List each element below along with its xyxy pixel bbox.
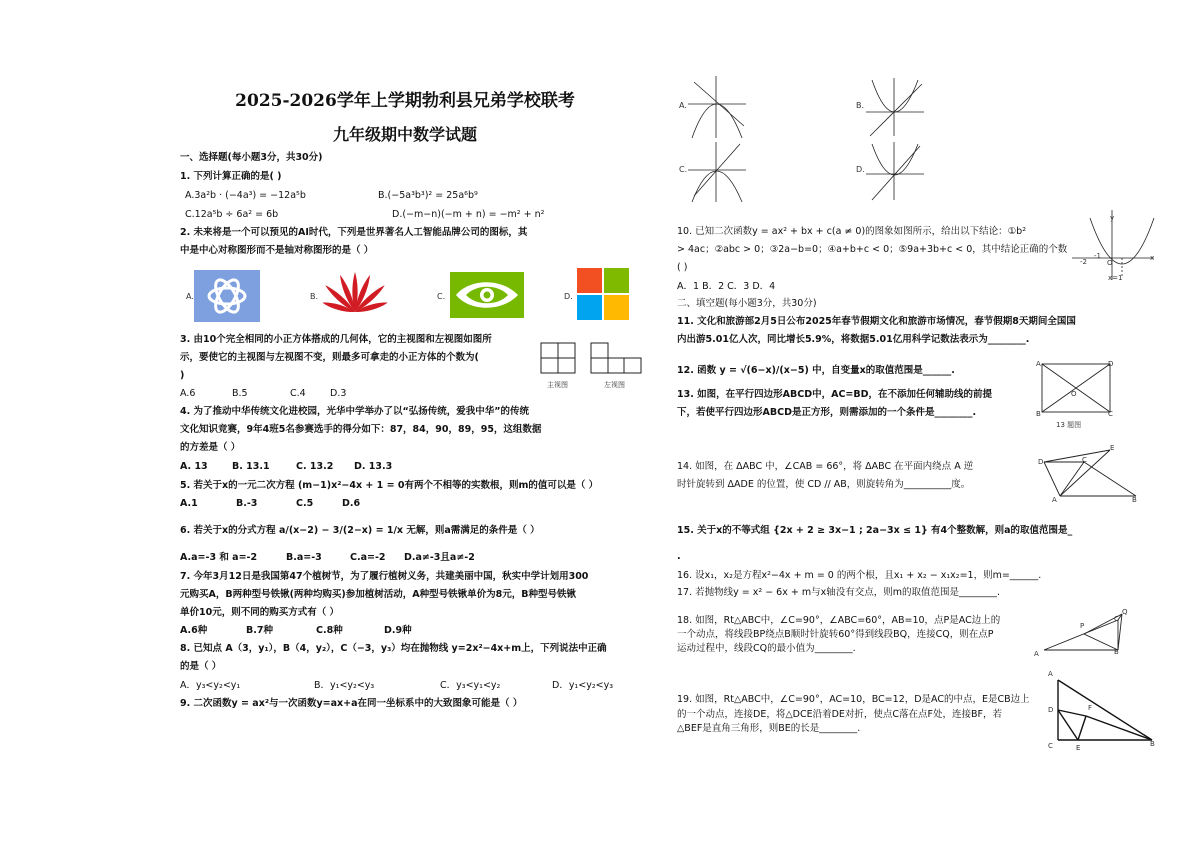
q4-line1: 4. 为了推动中华传统文化进校园，光华中学举办了以“弘扬传统，爱我中华”的传统 <box>180 406 530 417</box>
q14-d-label: D <box>1038 458 1044 466</box>
q11-line2: 内出游5.01亿人次，同比增长5.9%，将数据5.01亿用科学记数法表示为________. <box>677 334 1030 345</box>
q7-option-a: A.6种 <box>180 625 208 636</box>
q6-line1: 6. 若关于x的分式方程 a/(x−2) − 3/(2−x) = 1/x 无解，则a需满足的条件是（ ） <box>180 525 540 536</box>
q10-line2: > 4ac；②abc > 0；③2a−b=0；④a+b+c < 0；⑤9a+3b+c < 0，其中结论正确的个数 <box>677 244 1068 255</box>
q18-c-label: C <box>1114 615 1119 623</box>
q3-left-view-figure <box>590 342 642 376</box>
q19-line3: △BEF是直角三角形，则BE的长是________. <box>677 723 861 734</box>
q18-line1: 18. 如图，Rt△ABC中，∠C=90°，∠ABC=60°，AB=10，点P是AC边上的 <box>677 615 1001 626</box>
q19-e-label: E <box>1076 744 1081 752</box>
q9-graph-c <box>688 140 748 204</box>
q9-label-d: D. <box>856 165 865 174</box>
q5-option-b: B.-3 <box>236 498 258 509</box>
q10-x-label: x <box>1150 254 1155 262</box>
q3-line3: ) <box>180 370 185 381</box>
q14-line1: 14. 如图，在 ΔABC 中，∠CAB = 66°，将 ΔABC 在平面内绕点 A 逆 <box>677 461 974 472</box>
logo-knot-icon <box>194 270 260 318</box>
q1-stem: 1. 下列计算正确的是( ) <box>180 171 282 182</box>
logo-squares-icon <box>577 268 629 320</box>
q2-line2: 中是中心对称图形而不是轴对称图形的是（ ） <box>180 245 374 256</box>
exam-subtitle: 九年级期中数学试题 <box>332 125 477 144</box>
q18-p-label: P <box>1080 622 1085 630</box>
q19-triangle-figure <box>1052 676 1156 746</box>
q9-label-a: A. <box>679 101 687 110</box>
q10-axis-label: x=1 <box>1108 274 1123 282</box>
q7-option-c: C.8种 <box>316 625 343 636</box>
q13-d-label: D <box>1108 360 1114 368</box>
q18-line2: 一个动点，将线段BP绕点B顺时针旋转60°得到线段BQ，连接CQ，则在点P <box>677 629 994 640</box>
q6-option-d: D.a≠-3且a≠-2 <box>404 552 475 563</box>
q13-b-label: B <box>1036 410 1041 418</box>
q13-a-label: A <box>1036 360 1041 368</box>
q3-line1: 3. 由10个完全相同的小正方体搭成的几何体，它的主视图和左视图如图所 <box>180 334 492 345</box>
section-fill-heading: 二、填空题(每小题3分，共30分) <box>677 298 817 309</box>
q4-line3: 的方差是（ ） <box>180 442 241 453</box>
section-choice-heading: 一、选择题(每小题3分，共30分) <box>180 152 323 163</box>
q5-line1: 5. 若关于x的一元二次方程 (m−1)x²−4x + 1 = 0有两个不相等的实数根，则m的值可以是（ ） <box>180 480 599 491</box>
q18-q-label: Q <box>1122 608 1128 616</box>
q8-line2: 的是（ ） <box>180 661 222 672</box>
q17-line1: 17. 若抛物线y = x² − 6x + m与x轴没有交点，则m的取值范围是________. <box>677 587 1000 598</box>
q16-line1: 16. 设x₁，x₂是方程x²−4x + m = 0 的两个根，且x₁ + x₂ − x₁x₂=1，则m=______. <box>677 570 1042 581</box>
q6-option-a: A.a=-3 和 a=-2 <box>180 552 258 563</box>
q6-option-b: B.a=-3 <box>286 552 322 563</box>
q7-line2: 元购买A，B两种型号铁锹(两种均购买)参加植树活动，A种型号铁锹单价为8元，B种型号铁锹 <box>180 589 576 600</box>
q9-graph-d <box>866 140 926 202</box>
q13-parallelogram-figure <box>1036 360 1116 418</box>
q19-f-label: F <box>1088 704 1093 712</box>
q13-line2: 下，若使平行四边形ABCD是正方形，则需添加的一个条件是________. <box>677 407 977 418</box>
q8-option-b: B．y₁<y₂<y₃ <box>314 680 375 691</box>
q19-a-label: A <box>1048 670 1053 678</box>
q3-line2: 示，要使它的主视图与左视图不变，则最多可拿走的小正方体的个数为( <box>180 352 479 363</box>
q5-option-a: A.1 <box>180 498 198 509</box>
q1-option-a: A.3a²b · (−4a³) = −12a⁵b <box>185 190 306 201</box>
q3-front-view-figure <box>540 342 580 376</box>
q15-line1: 15. 关于x的不等式组 {2x + 2 ≥ 3x−1 ; 2a−3x ≤ 1} 有4个整数解，则a的取值范围是_ <box>677 525 1073 536</box>
q13-o-label: O <box>1071 390 1077 398</box>
q6-option-c: C.a=-2 <box>350 552 386 563</box>
q7-line3: 单价10元，则不同的购买方式有（ ） <box>180 607 340 618</box>
q1-option-c: C.12a⁵b ÷ 6a² = 6b <box>185 209 279 220</box>
q9-label-c: C. <box>679 165 688 174</box>
q3-option-b: B.5 <box>232 388 248 399</box>
q3-front-caption: 主视图 <box>547 381 568 389</box>
q10-line3: ( ) <box>677 262 688 273</box>
q14-rotation-figure <box>1040 444 1140 500</box>
q14-e-label: E <box>1110 444 1115 452</box>
q5-option-d: D.6 <box>342 498 361 509</box>
q8-option-d: D．y₁<y₂<y₃ <box>552 680 614 691</box>
q1-option-d: D.(−m−n)(−m + n) = −m² + n² <box>392 209 545 220</box>
q7-option-d: D.9种 <box>384 625 412 636</box>
q19-line1: 19. 如图，Rt△ABC中，∠C=90°，AC=10，BC=12，D是AC的中点，E是CB边上 <box>677 694 1030 705</box>
q2-line1: 2. 未来将是一个可以预见的AI时代，下列是世界著名人工智能品牌公司的图标，其 <box>180 227 528 238</box>
q9-line1: 9. 二次函数y = ax²与一次函数y=ax+a在同一坐标系中的大致图象可能是（ ） <box>180 698 523 709</box>
q18-line3: 运动过程中，线段CQ的最小值为________. <box>677 643 856 654</box>
exam-title: 2025-2026学年上学期勃利县兄弟学校联考 <box>235 91 575 111</box>
q14-b-label: B <box>1132 496 1137 504</box>
q8-option-c: C．y₃<y₁<y₂ <box>440 680 501 691</box>
q9-graph-a <box>688 74 748 140</box>
q18-b-label: B <box>1114 648 1119 656</box>
q8-option-a: A．y₃<y₂<y₁ <box>180 680 241 691</box>
q10-o-label: O <box>1107 259 1113 267</box>
q8-line1: 8. 已知点 A（3，y₁），B（4，y₂），C（−3，y₃）均在抛物线 y=2x²−4x+m上，下列说法中正确 <box>180 643 607 654</box>
q9-graph-b <box>866 76 926 138</box>
q3-option-d: D.3 <box>330 388 347 399</box>
q19-d-label: D <box>1048 706 1054 714</box>
q19-c-label: C <box>1048 742 1053 750</box>
q19-b-label: B <box>1150 740 1155 748</box>
q14-line2: 时针旋转到 ΔADE 的位置，使 CD // AB，则旋转角为__________度。 <box>677 479 971 490</box>
q4-option-b: B. 13.1 <box>232 461 270 472</box>
q11-line1: 11. 文化和旅游部2月5日公布2025年春节假期文化和旅游市场情况，春节假期8天期间全国国 <box>677 316 1076 327</box>
q13-c-label: C <box>1108 410 1113 418</box>
q13-line1: 13. 如图，在平行四边形ABCD中，AC=BD，在不添加任何辅助线的前提 <box>677 389 992 400</box>
q14-a-label: A <box>1052 496 1057 504</box>
q4-option-a: A. 13 <box>180 461 208 472</box>
q10-y-label: y <box>1110 214 1115 222</box>
q2-label-a: A. <box>186 292 194 301</box>
q10-options: A．1 B．2 C．3 D．4 <box>677 281 776 292</box>
q10-line1: 10. 已知二次函数y = ax² + bx + c(a ≠ 0)的图象如图所示，给出以下结论：①b² <box>677 226 1027 237</box>
q15-line2: . <box>677 551 681 562</box>
q7-line1: 7. 今年3月12日是我国第47个植树节，为了履行植树义务，共建美丽中国，秋实中学计划用300 <box>180 571 589 582</box>
q3-left-caption: 左视图 <box>604 381 625 389</box>
q2-label-b: B. <box>310 292 319 301</box>
q13-caption: 13 题图 <box>1056 421 1082 429</box>
q2-label-c: C. <box>437 292 446 301</box>
logo-petals-icon <box>322 268 388 316</box>
q10-m1-label: -1 <box>1094 252 1101 260</box>
q4-option-d: D. 13.3 <box>354 461 393 472</box>
q1-option-b: B.(−5a³b³)² = 25a⁶b⁹ <box>378 190 478 201</box>
q14-c-label: C <box>1082 456 1087 464</box>
q3-option-c: C.4 <box>290 388 306 399</box>
q18-a-label: A <box>1034 650 1039 658</box>
q4-line2: 文化知识竞赛，9年4班5名参赛选手的得分如下：87，84，90，89，95，这组数据 <box>180 424 542 435</box>
logo-eye-icon <box>450 272 524 320</box>
q19-line2: 的一个动点，连接DE，将△DCE沿着DE对折，使点C落在点F处，连接BF，若 <box>677 709 1002 720</box>
q4-option-c: C. 13.2 <box>296 461 334 472</box>
q12-line1: 12. 函数 y = √(6−x)/(x−5) 中，自变量x的取值范围是______. <box>677 365 955 376</box>
q9-label-b: B. <box>856 101 865 110</box>
q10-m2-label: -2 <box>1080 258 1087 266</box>
q2-label-d: D. <box>564 292 573 301</box>
q7-option-b: B.7种 <box>246 625 273 636</box>
q3-option-a: A.6 <box>180 388 196 399</box>
q5-option-c: C.5 <box>296 498 314 509</box>
